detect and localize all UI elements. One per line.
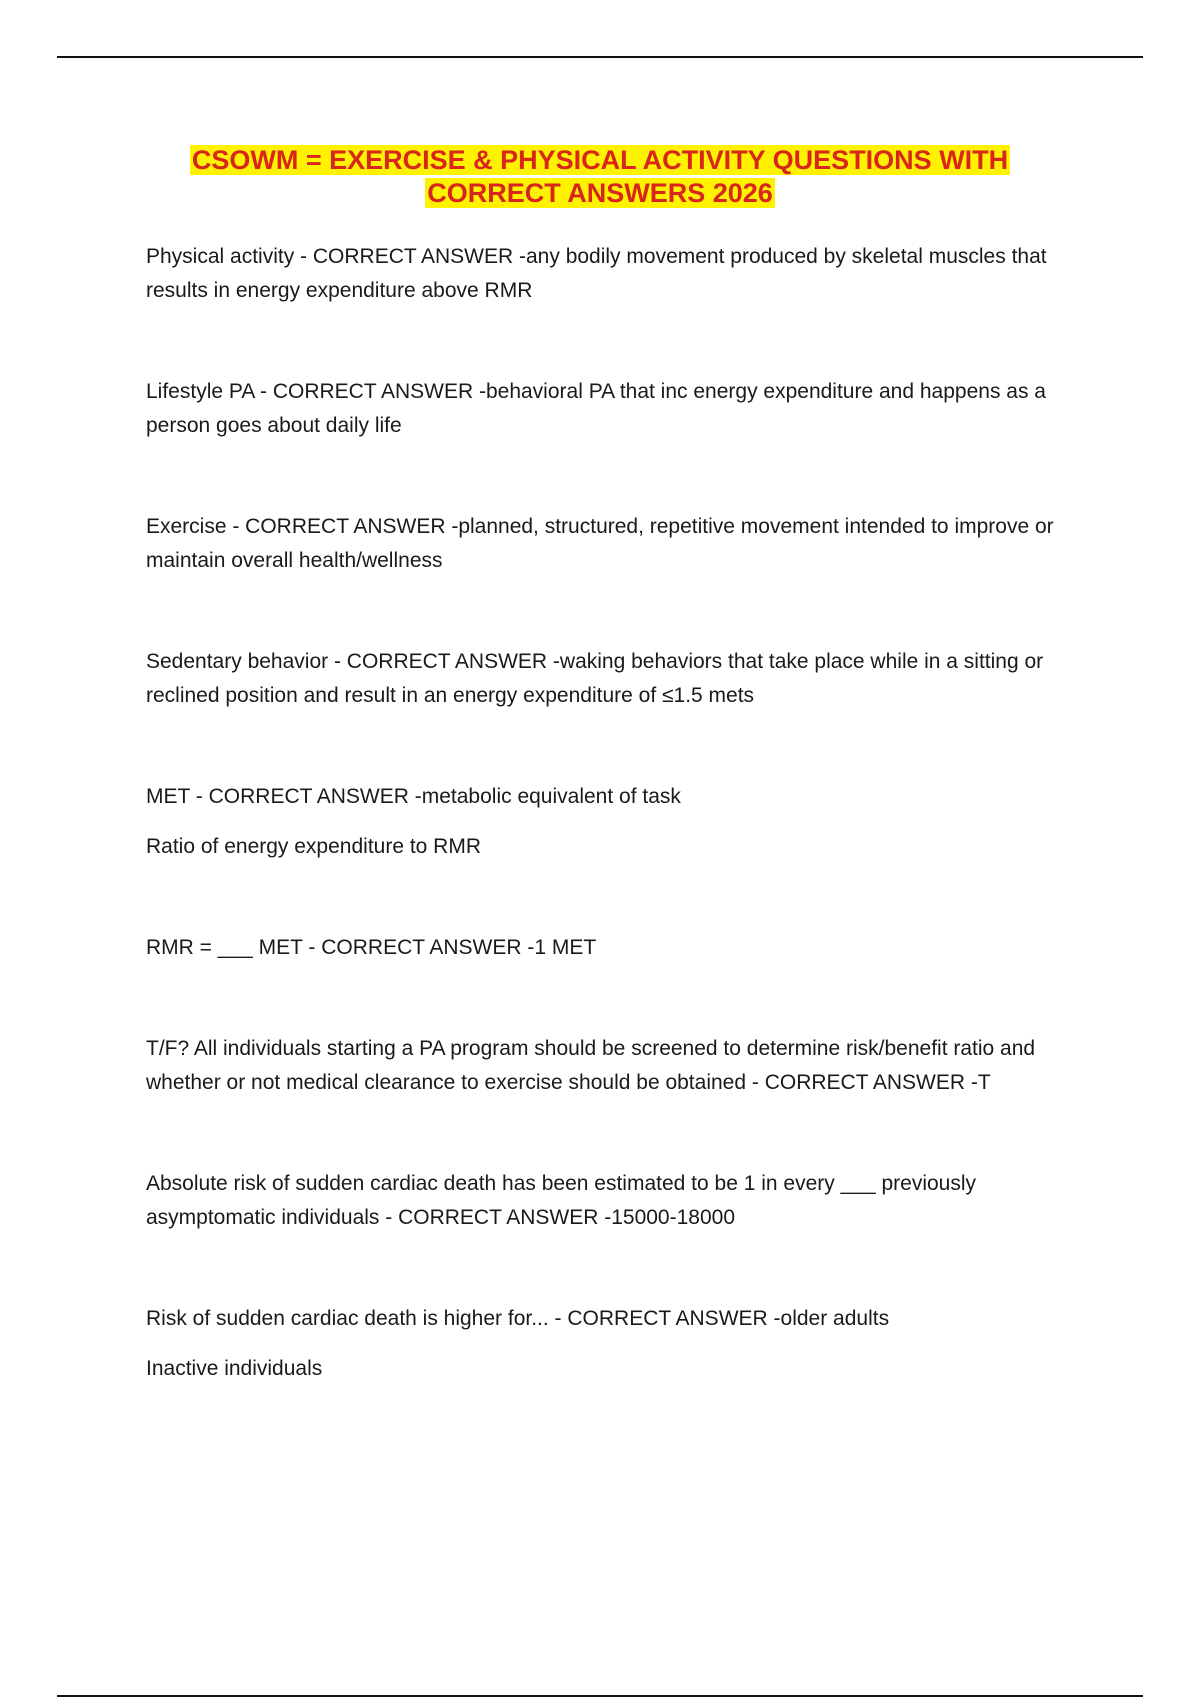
qa-entry bbox=[146, 1167, 1106, 1235]
qa-entry bbox=[146, 931, 1106, 965]
qa-entry bbox=[146, 1032, 1106, 1100]
question-list bbox=[146, 240, 1106, 1453]
qa-text: T/F? All individuals starting a PA program should be screened to determine risk/benefit ratio and whether or not medical clearance to exercise should be obtained - CORRECT ANSWER -T bbox=[146, 1037, 1036, 1094]
qa-text: MET - CORRECT ANSWER -metabolic equivalent of task bbox=[146, 785, 681, 808]
qa-text: Physical activity - CORRECT ANSWER -any bodily movement produced by skeletal muscles that results in energy expenditure above RMR bbox=[146, 245, 1047, 302]
qa-entry bbox=[146, 240, 1106, 308]
qa-entry bbox=[146, 510, 1106, 578]
document-title bbox=[100, 144, 1100, 210]
header-rule bbox=[57, 56, 1143, 58]
qa-entry bbox=[146, 375, 1106, 443]
qa-text-continued: Ratio of energy expenditure to RMR bbox=[146, 835, 482, 858]
title-line-1: CSOWM = EXERCISE & PHYSICAL ACTIVITY QUESTIONS WITH bbox=[191, 145, 1009, 175]
qa-text: Risk of sudden cardiac death is higher for... - CORRECT ANSWER -older adults bbox=[146, 1307, 890, 1330]
qa-entry bbox=[146, 645, 1106, 713]
qa-text: Sedentary behavior - CORRECT ANSWER -waking behaviors that take place while in a sitting or reclined position and result in an energy expenditure of ≤1.5 mets bbox=[146, 650, 1044, 707]
qa-text: Exercise - CORRECT ANSWER -planned, structured, repetitive movement intended to improve or maintain overall health/wellness bbox=[146, 515, 1054, 572]
qa-text: RMR = ___ MET - CORRECT ANSWER -1 MET bbox=[146, 936, 597, 959]
qa-entry bbox=[146, 1302, 1106, 1386]
title-line-2: CORRECT ANSWERS 2026 bbox=[427, 178, 773, 208]
qa-text: Lifestyle PA - CORRECT ANSWER -behavioral PA that inc energy expenditure and happens as a person goes about daily life bbox=[146, 380, 1046, 437]
qa-entry bbox=[146, 780, 1106, 864]
footer-rule bbox=[57, 1695, 1143, 1697]
qa-text-continued: Inactive individuals bbox=[146, 1357, 323, 1380]
qa-text: Absolute risk of sudden cardiac death has been estimated to be 1 in every ___ previously asymptomatic individuals - CORRECT ANSWER -15000-18000 bbox=[146, 1172, 977, 1229]
